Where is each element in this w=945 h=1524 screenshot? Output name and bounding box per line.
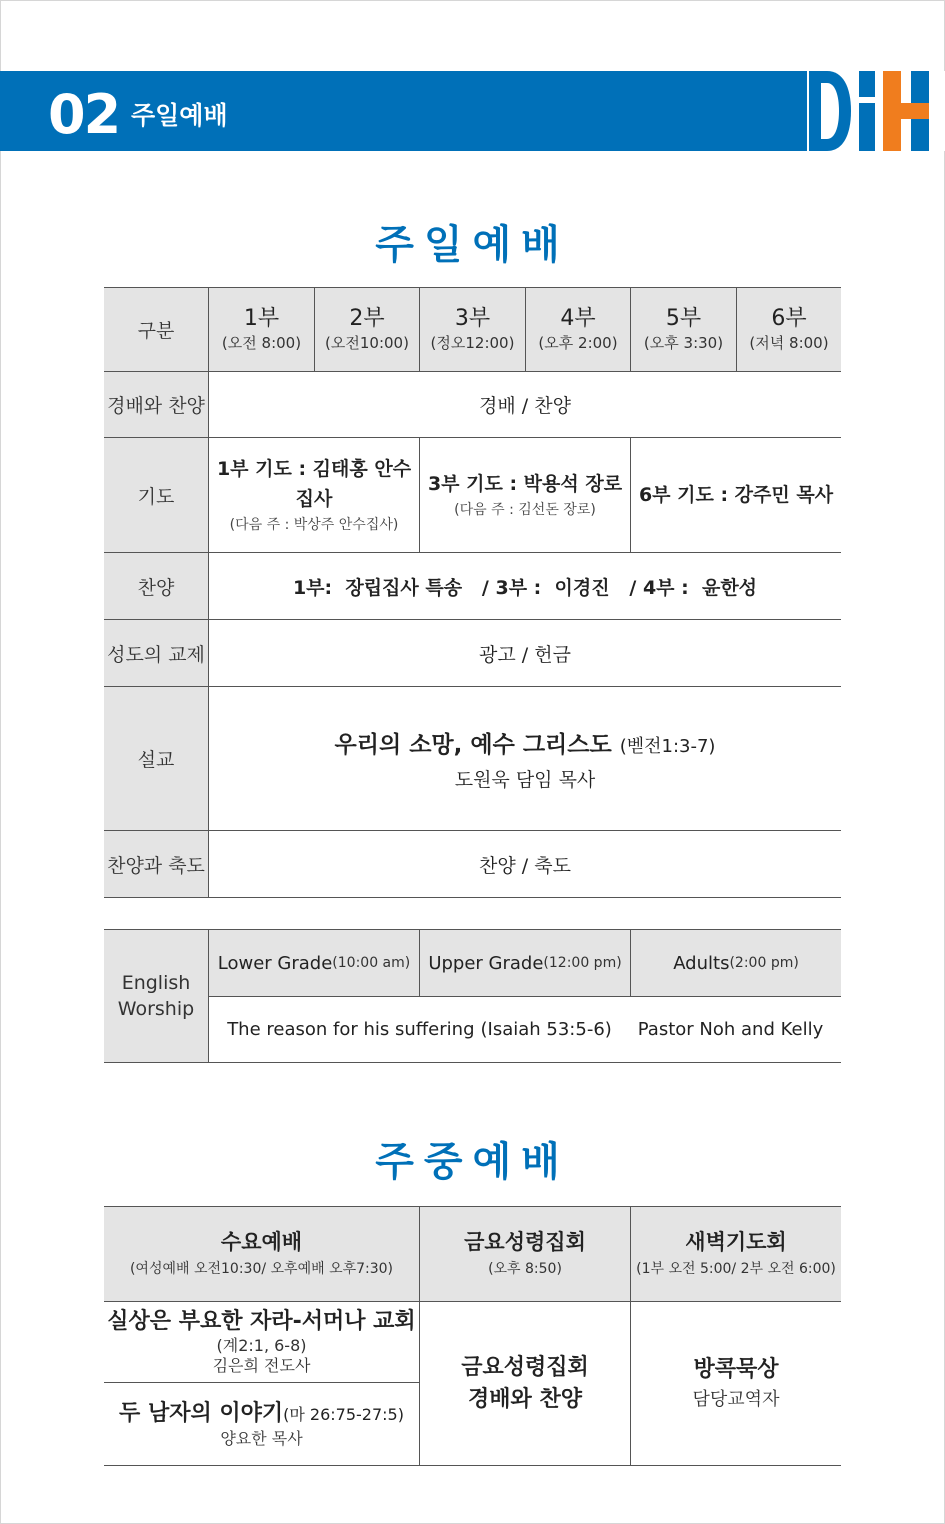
message-title: 실상은 부요한 자라-서머나 교회 <box>107 1309 416 1334</box>
sermon-preacher: 도원욱 담임 목사 <box>454 768 596 791</box>
column-name: 새벽기도회 <box>685 1230 787 1254</box>
group-adults <box>631 930 841 996</box>
friday-line1: 금요성령집회 <box>461 1354 589 1380</box>
church-logo <box>807 71 945 151</box>
dawn-title: 방콕묵상 <box>693 1356 779 1382</box>
rule <box>419 438 420 552</box>
column-name: 금요성령집회 <box>464 1230 586 1254</box>
part-name: 5부 <box>665 305 702 331</box>
part-name: 3부 <box>454 305 491 331</box>
prayer-next: (다음 주 : 김선돈 장로) <box>454 502 596 518</box>
label-prayer: 기도 <box>104 438 208 552</box>
rule <box>419 930 420 996</box>
sermon-reference: (벧전1:3-7) <box>619 735 716 757</box>
column-name: 수요예배 <box>220 1230 303 1254</box>
rule <box>104 1301 841 1302</box>
rule <box>104 619 841 620</box>
praise-value: 1부: 장립집사 특송 / 3부 : 이경진 / 4부 : 윤한성 <box>292 576 758 599</box>
rule <box>208 288 209 897</box>
rule <box>525 288 526 371</box>
group-lower <box>209 930 419 996</box>
column-time: (1부 오전 5:00/ 2부 오전 6:00) <box>636 1261 836 1277</box>
message-reference: (계2:1, 6-8) <box>216 1336 307 1355</box>
rule <box>104 1382 419 1383</box>
group-time: (12:00 pm) <box>543 955 622 971</box>
section-number: 02 <box>48 83 120 146</box>
prayer-6 <box>631 438 841 552</box>
part-4 <box>526 288 630 371</box>
part-time: (오전10:00) <box>325 333 409 352</box>
rule <box>314 288 315 371</box>
prayer-next: (다음 주 : 박상주 안수집사) <box>229 517 399 533</box>
part-time: (오후 2:00) <box>538 333 618 352</box>
rule <box>736 288 737 371</box>
dawn-leader: 담당교역자 <box>692 1388 780 1410</box>
section-header <box>0 71 945 151</box>
closing-value: 찬양 / 축도 <box>479 854 571 877</box>
rule <box>104 686 841 687</box>
part-time: (오후 3:30) <box>643 333 724 352</box>
rule <box>419 288 420 371</box>
part-2 <box>315 288 419 371</box>
label-fellowship: 성도의 교제 <box>104 620 208 686</box>
prayer-1 <box>209 438 419 552</box>
english-sermon <box>209 997 630 1062</box>
group-name: Adults <box>673 952 730 974</box>
rule <box>209 996 841 997</box>
friday-line2: 경배와 찬양 <box>468 1386 582 1412</box>
col-friday <box>420 1207 630 1301</box>
rule <box>104 287 841 288</box>
rule <box>104 1206 841 1207</box>
english-label-line2: Worship <box>117 998 195 1020</box>
wednesday-item-2 <box>104 1383 419 1465</box>
label-closing: 찬양과 축도 <box>104 831 208 897</box>
label-worship: 경배와 찬양 <box>104 372 208 437</box>
label-sermon: 설교 <box>104 687 208 830</box>
prayer-3 <box>420 438 630 552</box>
part-name: 2부 <box>349 305 385 331</box>
part-time: (정오12:00) <box>430 333 515 352</box>
part-6 <box>737 288 841 371</box>
rule <box>630 1207 631 1465</box>
rule <box>630 930 631 996</box>
sermon-cell <box>209 687 841 830</box>
part-1 <box>209 288 314 371</box>
part-name: 1부 <box>243 305 280 331</box>
rule <box>104 897 841 898</box>
section-title: 주일예배 <box>131 101 228 130</box>
label-header: 구분 <box>104 288 208 371</box>
rule <box>104 929 841 930</box>
sermon-title: 우리의 소망, 예수 그리스도 <box>334 731 612 758</box>
part-name: 4부 <box>560 305 596 331</box>
part-5 <box>631 288 736 371</box>
part-time: (오전 8:00) <box>221 333 302 352</box>
group-name: Upper Grade <box>428 952 544 974</box>
rule <box>630 288 631 371</box>
rule <box>104 371 841 372</box>
dawn-cell <box>631 1302 841 1465</box>
rule <box>104 1465 841 1466</box>
rule <box>208 930 209 1062</box>
english-sermon-reference: (Isaiah 53:5-6) <box>480 1019 612 1040</box>
part-time: (저녁 8:00) <box>749 333 829 352</box>
part-3 <box>420 288 525 371</box>
column-time: (오후 8:50) <box>488 1261 562 1277</box>
english-sermon-title: The reason for his suffering <box>227 1019 475 1040</box>
group-upper <box>420 930 630 996</box>
friday-cell <box>420 1302 630 1465</box>
rule <box>419 1207 420 1465</box>
english-preachers: Pastor Noh and Kelly <box>637 1019 824 1040</box>
message-title: 두 남자의 이야기 <box>119 1400 284 1426</box>
group-time: (2:00 pm) <box>729 955 799 971</box>
label-praise: 찬양 <box>104 553 208 619</box>
rule <box>104 830 841 831</box>
worship-value: 경배 / 찬양 <box>479 395 571 417</box>
rule <box>104 437 841 438</box>
group-time: (10:00 am) <box>332 955 411 971</box>
fellowship-value: 광고 / 헌금 <box>479 643 571 666</box>
col-dawn <box>631 1207 841 1301</box>
message-preacher: 양요한 목사 <box>220 1428 303 1448</box>
sunday-title: 주일예배 <box>375 222 570 268</box>
message-reference: (마 26:75-27:5) <box>283 1404 404 1424</box>
col-wednesday <box>104 1207 419 1301</box>
prayer-main: 6부 기도 : 강주민 목사 <box>638 484 834 506</box>
column-time: (여성예배 오전10:30/ 오후예배 오후7:30) <box>129 1261 394 1277</box>
prayer-main: 3부 기도 : 박용석 장로 <box>427 473 623 495</box>
rule <box>104 1062 841 1063</box>
weekday-title: 주중예배 <box>375 1139 570 1185</box>
prayer-main: 1부 기도 : 김태홍 안수집사 <box>216 458 412 510</box>
message-preacher: 김은희 전도사 <box>212 1356 311 1375</box>
message-heading <box>119 1400 404 1429</box>
part-name: 6부 <box>771 305 807 331</box>
wednesday-item-1 <box>104 1302 419 1382</box>
english-label-line1: English <box>121 972 191 994</box>
rule <box>630 438 631 552</box>
sermon-heading <box>335 726 716 759</box>
label-english <box>104 930 208 1062</box>
rule <box>104 552 841 553</box>
group-name: Lower Grade <box>217 952 333 974</box>
